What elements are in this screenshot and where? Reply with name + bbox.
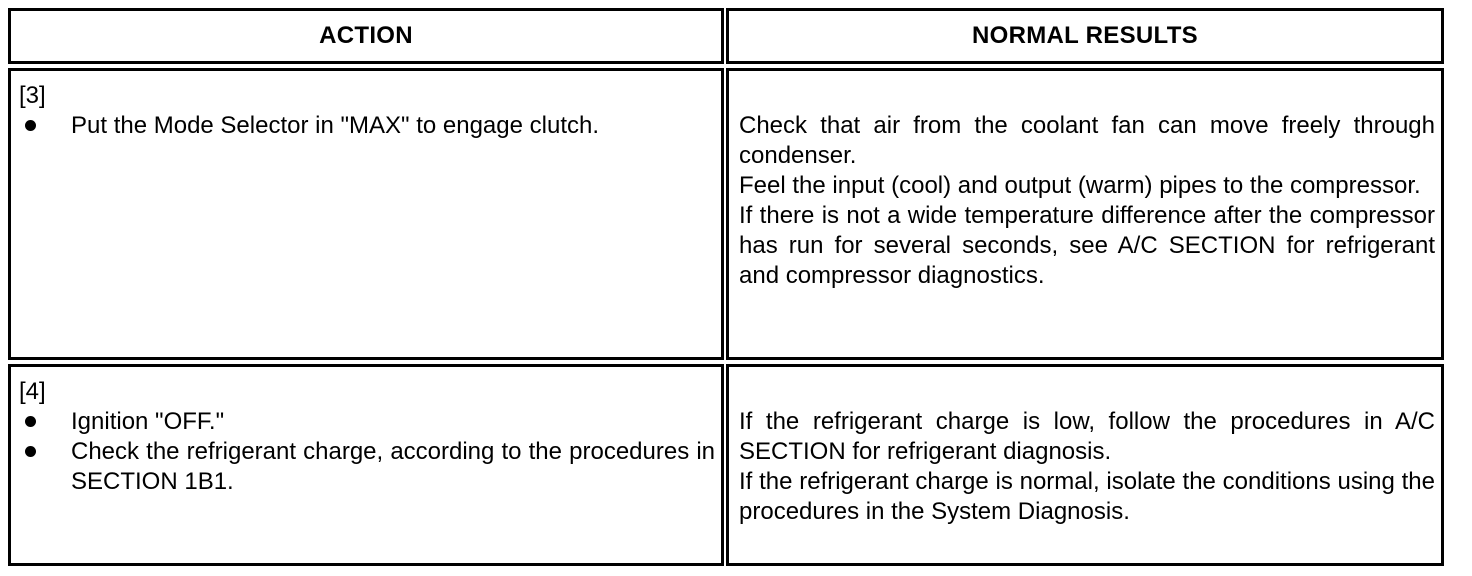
result-text: If there is not a wide temperature difference after the compressor has run for several seconds, see A/C SECTION for refrigerant and compressor diagnostics. [739,202,1435,289]
action-text: Put the Mode Selector in "MAX" to engage clutch. [71,112,599,139]
step-number: [3] [19,82,46,109]
header-action-label: ACTION [319,22,413,49]
header-results-cell [726,8,1444,64]
bullet-icon [25,446,36,457]
results-list [739,407,1435,527]
result-text: Check that air from the coolant fan can move freely through condenser. [739,112,1435,169]
action-text: Ignition "OFF." [71,408,225,435]
header-results-label: NORMAL RESULTS [972,22,1198,49]
results-list [739,111,1435,291]
action-item [19,407,715,437]
row-4-results-cell [726,364,1444,566]
result-text: Feel the input (cool) and output (warm) pipes to the compressor. [739,172,1421,199]
row-3-results-cell [726,68,1444,360]
action-item [19,437,715,497]
action-text: Check the refrigerant charge, according to the procedures in SECTION 1B1. [71,438,715,495]
action-item [19,111,715,141]
diagnostic-table [8,8,1444,566]
header-action-cell [8,8,724,64]
step-number: [4] [19,378,46,405]
action-list [19,111,715,141]
row-4-action-cell [8,364,724,566]
bullet-icon [25,416,36,427]
row-3-action-cell [8,68,724,360]
bullet-icon [25,120,36,131]
result-text: If the refrigerant charge is low, follow the procedures in A/C SECTION for refrigerant diagnosis. [739,408,1435,465]
result-text: If the refrigerant charge is normal, isolate the conditions using the procedures in the System Diagnosis. [739,468,1435,525]
action-list [19,407,715,497]
